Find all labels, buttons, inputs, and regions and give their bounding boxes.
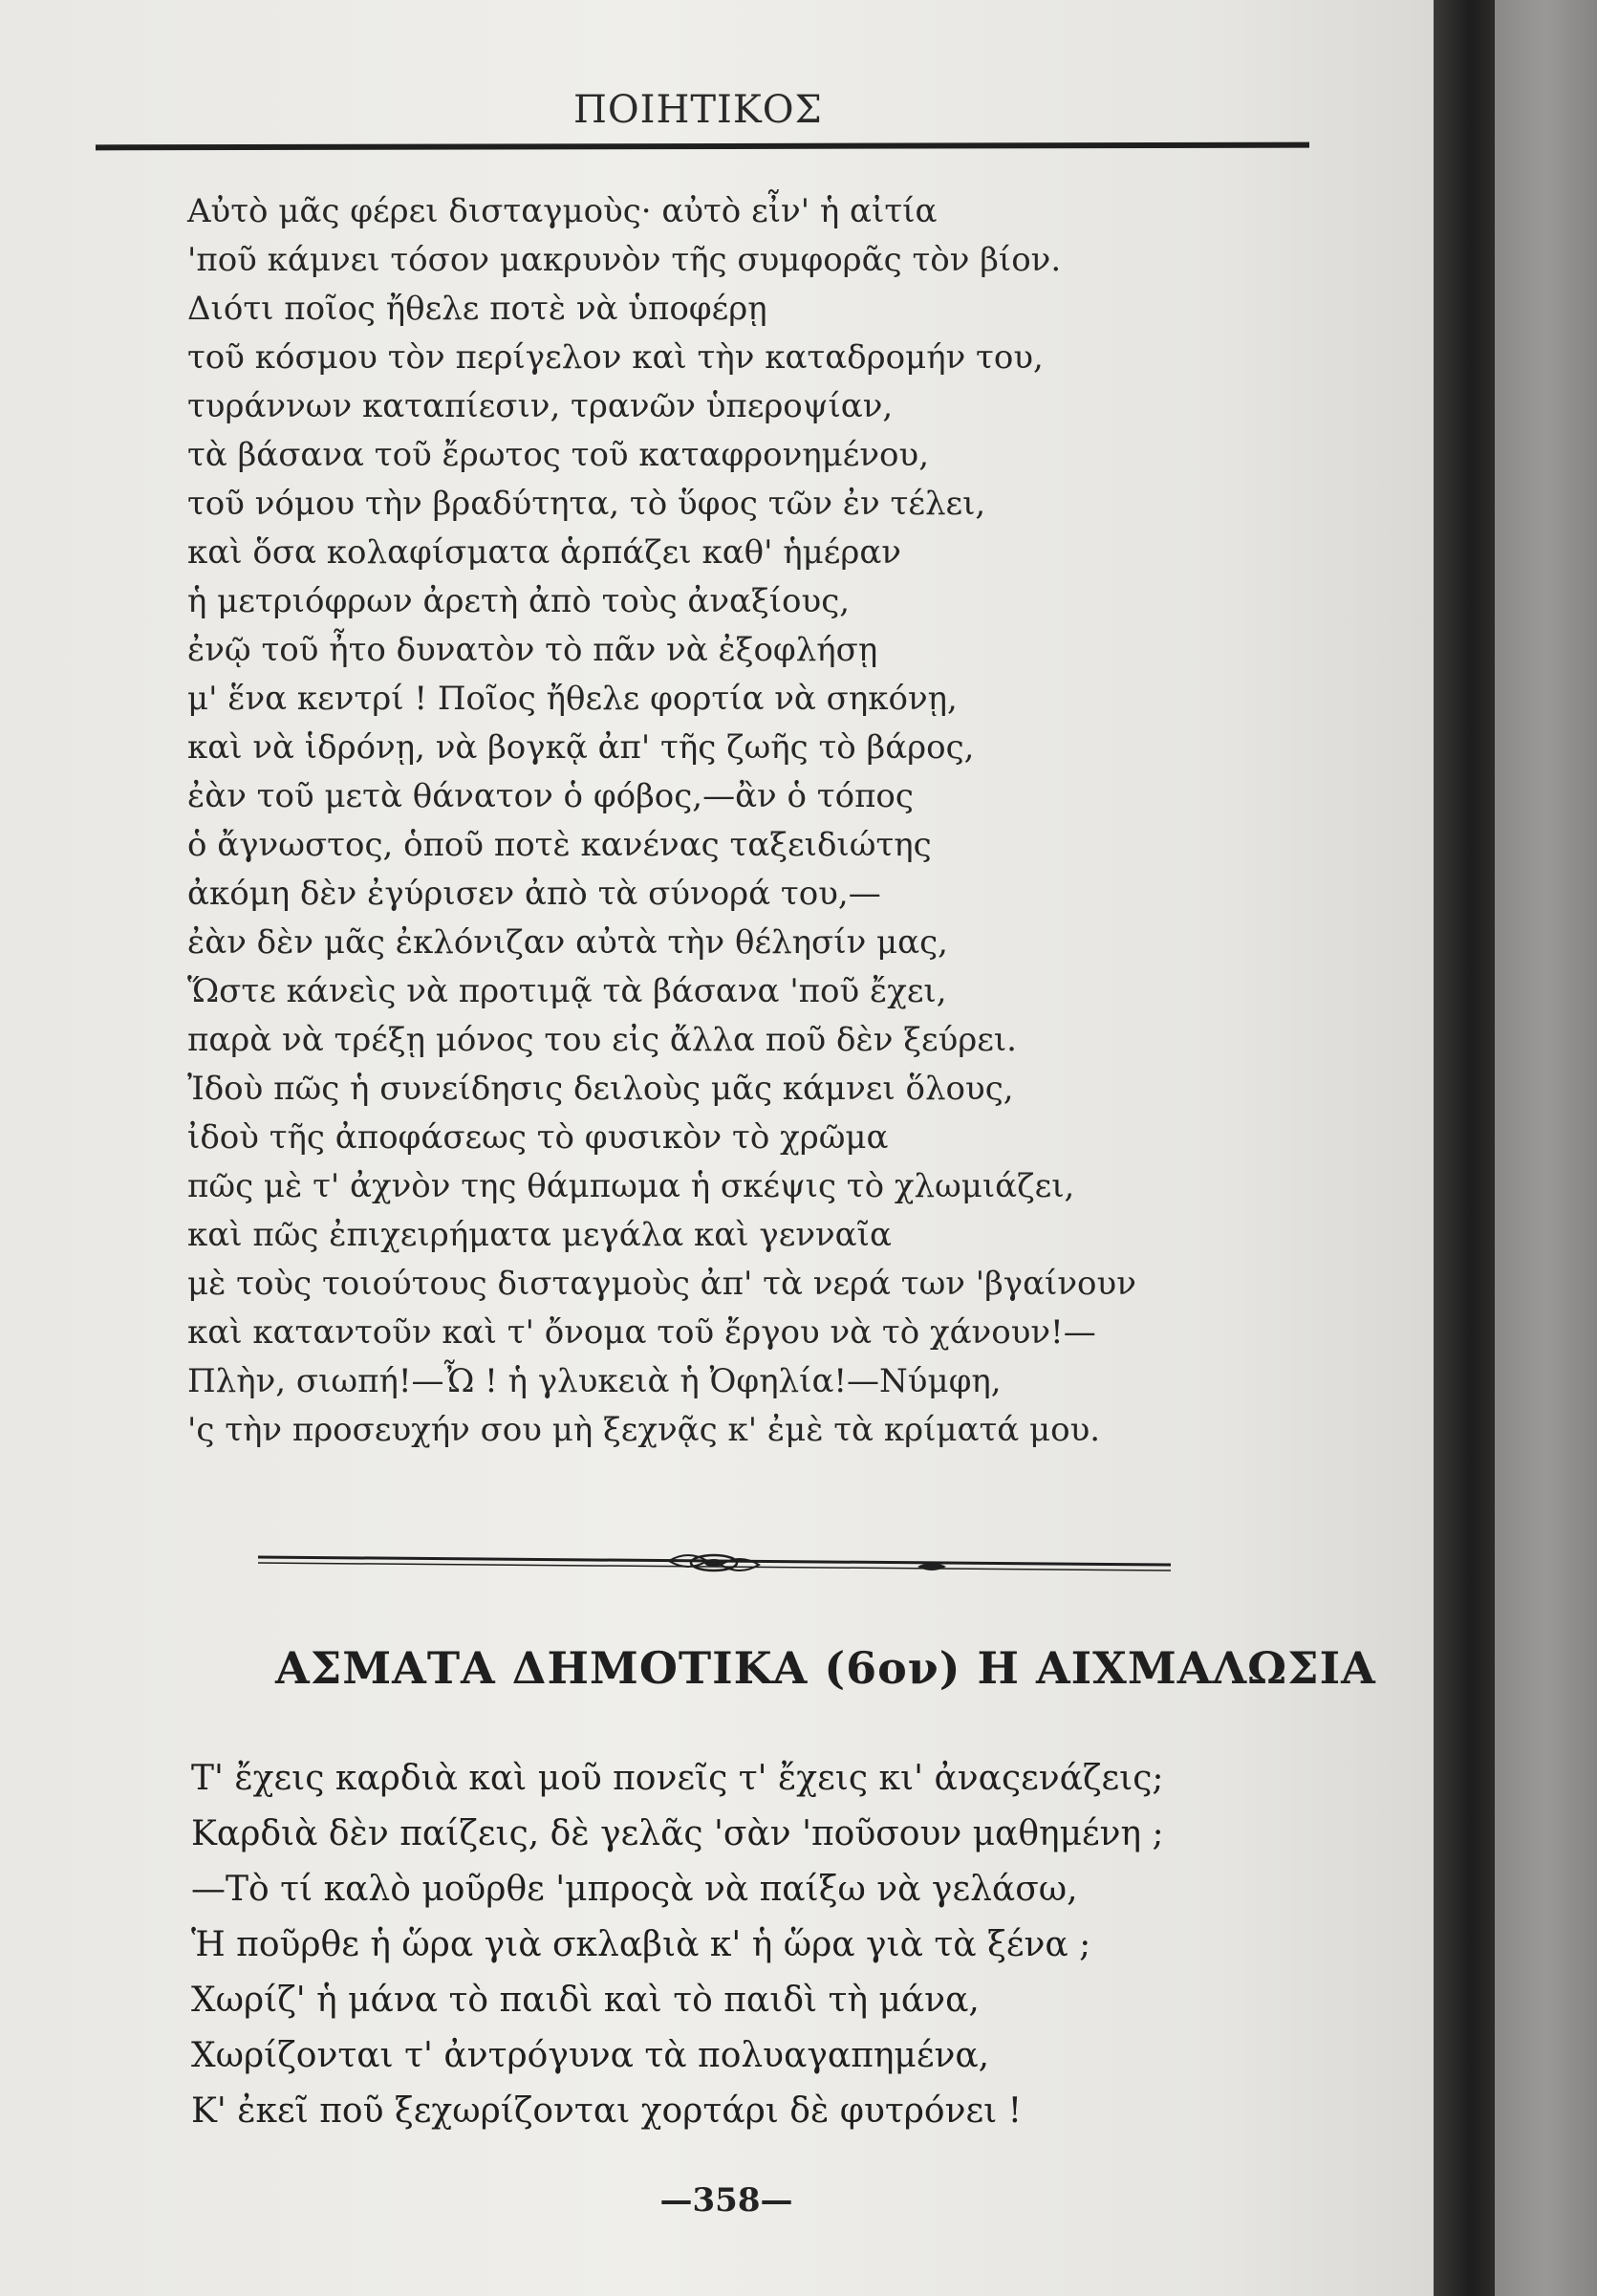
poem-line: Διότι ποῖος ἤθελε ποτὲ νὰ ὑποφέρῃ [187, 290, 767, 328]
poem-line: Ὥστε κάνεὶς νὰ προτιμᾷ τὰ βάσανα 'ποῦ ἔχει, [187, 972, 947, 1010]
running-header: ΠΟΙΗΤΙΚΟΣ [573, 88, 823, 132]
poem-line: Ἰδοὺ πῶς ἡ συνείδησις δειλοὺς μᾶς κάμνει ὅλους, [187, 1070, 1014, 1108]
section-title: ΑΣΜΑΤΑ ΔΗΜΟΤΙΚΑ (6ον) Η ΑΙΧΜΑΛΩΣΙΑ [275, 1642, 1376, 1694]
poem-line: Αὐτὸ μᾶς φέρει δισταγμοὺς· αὐτὸ εἶν' ἡ αἰτία [187, 192, 938, 230]
poem-line: ὁ ἄγνωστος, ὁποῦ ποτὲ κανένας ταξειδιώτης [187, 826, 932, 864]
poem-line: καὶ νὰ ἱδρόνῃ, νὰ βογκᾷ ἀπ' τῆς ζωῆς τὸ βάρος, [187, 728, 975, 767]
book-gutter-shadow [1434, 0, 1495, 2296]
poem-line: ἐνῷ τοῦ ἦτο δυνατὸν τὸ πᾶν νὰ ἐξοφλήσῃ [187, 631, 878, 669]
poem-line: τυράννων καταπίεσιν, τρανῶν ὑπεροψίαν, [187, 387, 894, 425]
song-text [191, 1751, 1242, 2139]
song-line: Ἡ ποῦρθε ἡ ὥρα γιὰ σκλαβιὰ κ' ἡ ὥρα γιὰ τὰ ξένα ; [191, 1925, 1091, 1964]
poem-line: μ' ἕνα κεντρί ! Ποῖος ἤθελε φορτία νὰ σηκόνῃ, [187, 680, 958, 718]
header-rule [96, 142, 1309, 151]
poem-line: ἰδοὺ τῆς ἀποφάσεως τὸ φυσικὸν τὸ χρῶμα [187, 1118, 889, 1157]
poem-line: Πλὴν, σιωπή!—Ὦ ! ἡ γλυκειὰ ἡ Ὀφηλία!—Νύμφη, [187, 1362, 1002, 1400]
facing-page-edge [1495, 0, 1597, 2296]
song-line: Χωρίζ' ἡ μάνα τὸ παιδὶ καὶ τὸ παιδὶ τὴ μάνα, [191, 1981, 980, 2020]
poem-line: ἀκόμη δὲν ἐγύρισεν ἀπὸ τὰ σύνορά του,— [187, 875, 881, 913]
poem-line: μὲ τοὺς τοιούτους δισταγμοὺς ἀπ' τὰ νερά των 'βγαίνουν [187, 1265, 1136, 1303]
poem-line: ἐὰν τοῦ μετὰ θάνατον ὁ φόβος,—ἂν ὁ τόπος [187, 777, 914, 815]
song-line: Καρδιὰ δὲν παίζεις, δὲ γελᾶς 'σὰν 'ποῦσουν μαθημένη ; [191, 1814, 1164, 1853]
poem-line: 'ποῦ κάμνει τόσον μακρυνὸν τῆς συμφορᾶς τὸν βίον. [187, 241, 1062, 279]
song-line: Χωρίζονται τ' ἀντρόγυνα τὰ πολυαγαπημένα, [191, 2036, 990, 2075]
poem-text [187, 187, 1286, 1455]
poem-line: 'ς τὴν προσευχήν σου μὴ ξεχνᾷς κ' ἐμὲ τὰ κρίματά μου. [187, 1411, 1101, 1449]
section-divider-ornament [248, 1544, 1180, 1582]
poem-line: τοῦ νόμου τὴν βραδύτητα, τὸ ὕφος τῶν ἐν τέλει, [187, 485, 986, 523]
song-line: Τ' ἔχεις καρδιὰ καὶ μοῦ πονεῖς τ' ἔχεις κι' ἀναςενάζεις; [191, 1759, 1164, 1798]
page-number: —358— [659, 2181, 793, 2220]
poem-line: καὶ πῶς ἐπιχειρήματα μεγάλα καὶ γενναῖα [187, 1216, 892, 1254]
poem-line: ἐὰν δὲν μᾶς ἐκλόνιζαν αὐτὰ τὴν θέλησίν μας, [187, 923, 948, 962]
poem-line: καὶ καταντοῦν καὶ τ' ὄνομα τοῦ ἔργου νὰ τὸ χάνουν!— [187, 1313, 1096, 1352]
poem-line: ἡ μετριόφρων ἀρετὴ ἀπὸ τοὺς ἀναξίους, [187, 582, 851, 620]
poem-line: τὰ βάσανα τοῦ ἔρωτος τοῦ καταφρονημένου, [187, 436, 930, 474]
song-line: Κ' ἐκεῖ ποῦ ξεχωρίζονται χορτάρι δὲ φυτρόνει ! [191, 2091, 1023, 2131]
poem-line: καὶ ὅσα κολαφίσματα ἁρπάζει καθ' ἡμέραν [187, 533, 901, 572]
poem-line: πῶς μὲ τ' ἀχνὸν της θάμπωμα ἡ σκέψις τὸ χλωμιάζει, [187, 1167, 1075, 1205]
poem-line: παρὰ νὰ τρέξῃ μόνος του εἰς ἄλλα ποῦ δὲν ξεύρει. [187, 1021, 1017, 1059]
poem-line: τοῦ κόσμου τὸν περίγελον καὶ τὴν καταδρομήν του, [187, 338, 1044, 377]
song-line: —Τὸ τί καλὸ μοῦρθε 'μπροςὰ νὰ παίξω νὰ γελάσω, [191, 1870, 1078, 1909]
